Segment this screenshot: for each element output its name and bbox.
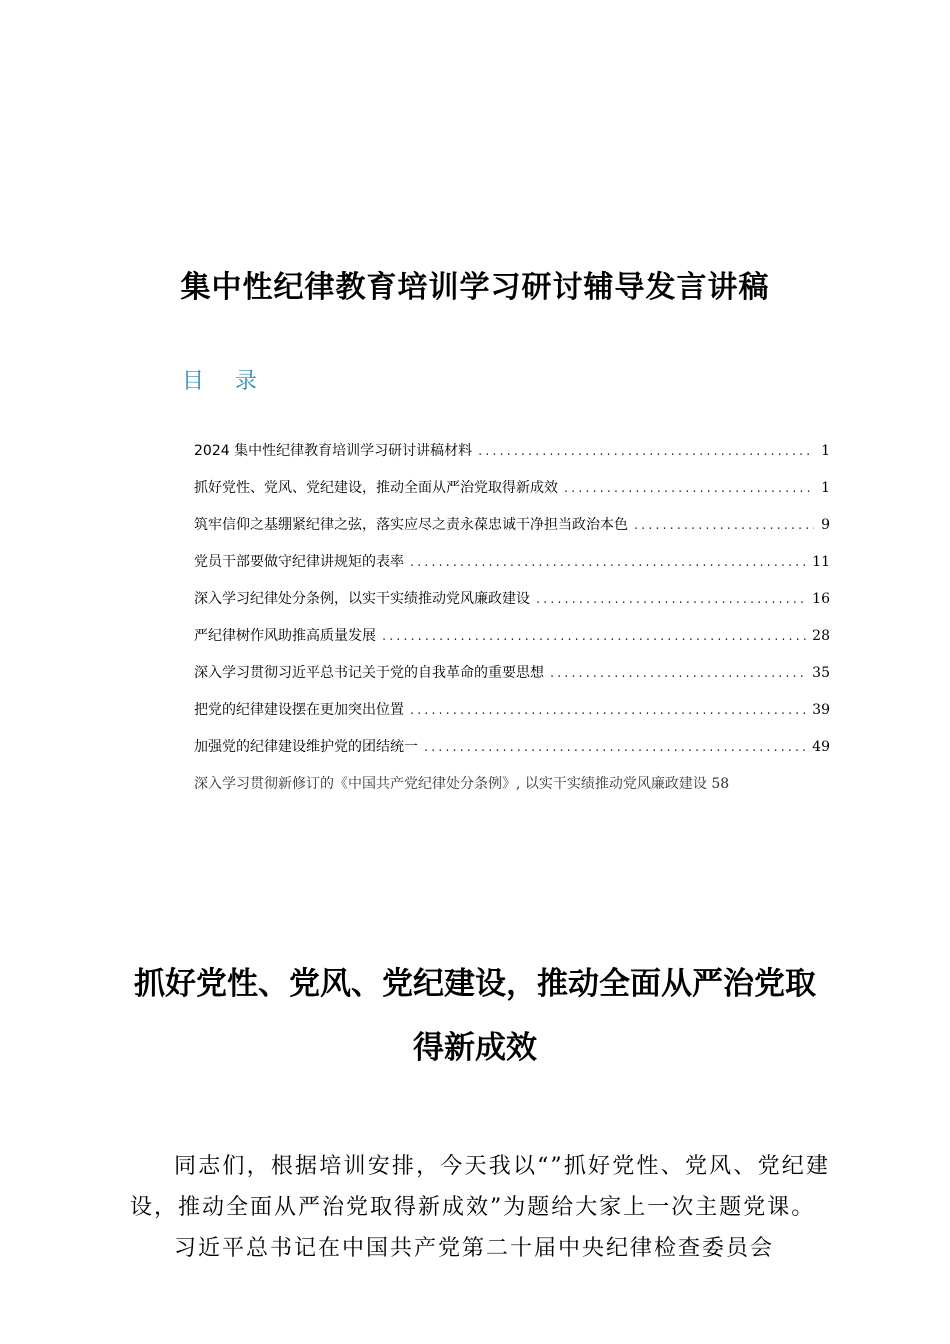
toc-leader-dots bbox=[410, 555, 806, 570]
toc-item-title: 深入学习纪律处分条例，以实干实绩推动党风廉政建设 bbox=[194, 591, 530, 607]
toc-item-page: 16 bbox=[812, 591, 830, 607]
toc-item-title: 加强党的纪律建设维护党的团结统一 bbox=[194, 739, 418, 755]
toc-item-page: 49 bbox=[812, 739, 830, 755]
toc-item-title: 2024 集中性纪律教育培训学习研讨讲稿材料 bbox=[194, 443, 473, 459]
toc-item[interactable] bbox=[194, 773, 830, 810]
paragraph: 同志们，根据培训安排，今天我以“”抓好党性、党风、党纪建设，推动全面从严治党取得新成效”为题给大家上一次主题党课。 bbox=[130, 1154, 830, 1220]
paragraph: 习近平总书记在中国共产党第二十届中央纪律检查委员会 bbox=[174, 1236, 775, 1261]
toc-item[interactable] bbox=[194, 588, 830, 625]
toc-item-page: 1 bbox=[821, 443, 830, 459]
toc-item[interactable] bbox=[194, 699, 830, 736]
toc-leader-dots bbox=[424, 740, 806, 755]
toc-item-page: 28 bbox=[812, 628, 830, 644]
table-of-contents bbox=[194, 440, 830, 810]
toc-item-page: 35 bbox=[812, 665, 830, 681]
toc-item[interactable] bbox=[194, 662, 830, 699]
toc-item-title: 筑牢信仰之基绷紧纪律之弦，落实应尽之责永葆忠诚干净担当政治本色 bbox=[194, 517, 628, 533]
toc-item[interactable] bbox=[194, 514, 830, 551]
toc-item-title: 抓好党性、党风、党纪建设，推动全面从严治党取得新成效 bbox=[194, 480, 558, 496]
toc-item-title: 严纪律树作风助推高质量发展 bbox=[194, 628, 376, 644]
toc-heading: 目 录 bbox=[182, 369, 269, 394]
toc-item[interactable] bbox=[194, 477, 830, 514]
toc-item[interactable] bbox=[194, 440, 830, 477]
toc-leader-dots bbox=[478, 444, 814, 459]
toc-item[interactable] bbox=[194, 551, 830, 588]
toc-leader-dots bbox=[550, 666, 806, 681]
toc-item-title: 把党的纪律建设摆在更加突出位置 bbox=[194, 702, 404, 718]
toc-leader-dots bbox=[634, 518, 814, 533]
toc-item-title: 深入学习贯彻新修订的《中国共产党纪律处分条例》, 以实干实绩推动党风廉政建设 58 bbox=[194, 776, 730, 792]
toc-leader-dots bbox=[410, 703, 806, 718]
toc-item[interactable] bbox=[194, 625, 830, 662]
toc-leader-dots bbox=[536, 592, 806, 607]
document-title: 集中性纪律教育培训学习研讨辅导发言讲稿 bbox=[180, 270, 770, 305]
toc-item-page: 1 bbox=[821, 480, 830, 496]
section-title-line: 得新成效 bbox=[413, 1030, 537, 1066]
toc-item-title: 深入学习贯彻习近平总书记关于党的自我革命的重要思想 bbox=[194, 665, 544, 681]
section-title bbox=[95, 952, 855, 1080]
body-text bbox=[130, 1146, 830, 1269]
toc-item-page: 11 bbox=[812, 554, 830, 570]
toc-item-page: 9 bbox=[821, 517, 830, 533]
toc-leader-dots bbox=[564, 481, 814, 496]
toc-leader-dots bbox=[382, 629, 806, 644]
toc-item[interactable] bbox=[194, 736, 830, 773]
section-title-line: 抓好党性、党风、党纪建设，推动全面从严治党取 bbox=[134, 966, 816, 1002]
toc-item-page: 39 bbox=[812, 702, 830, 718]
toc-item-title: 党员干部要做守纪律讲规矩的表率 bbox=[194, 554, 404, 570]
